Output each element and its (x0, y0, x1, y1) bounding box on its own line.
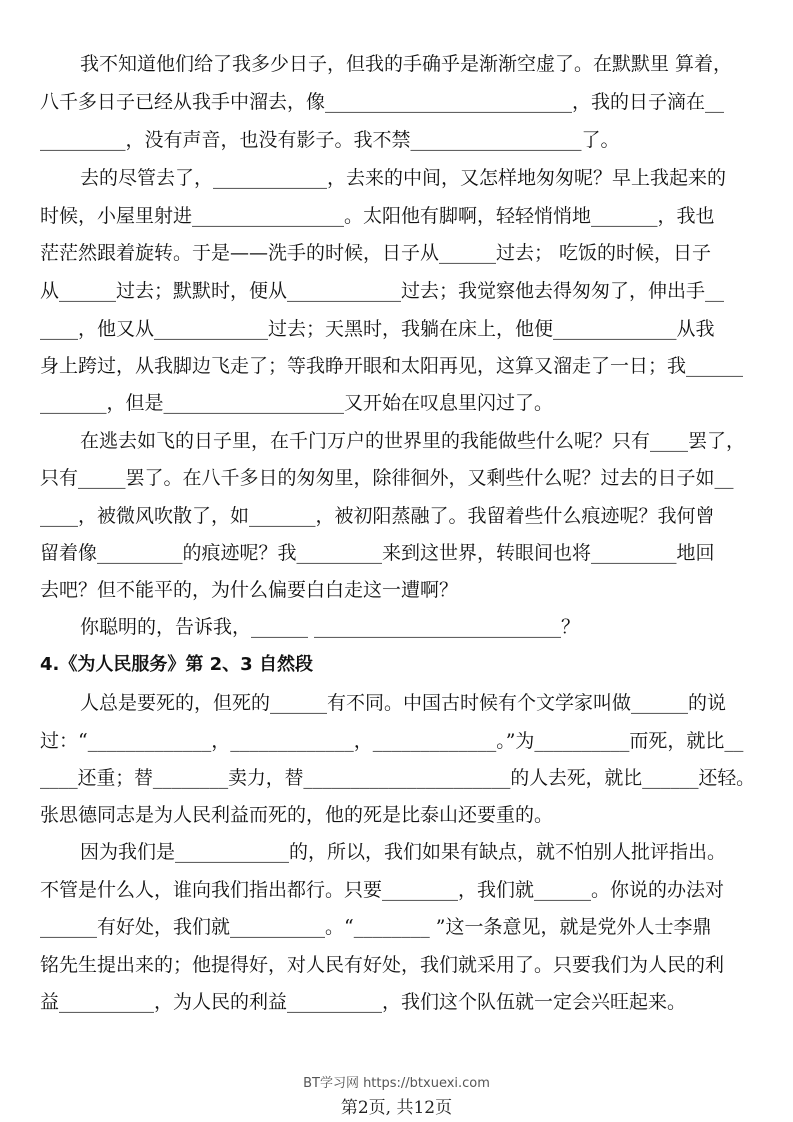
text-line: 留着像_________的痕迹呢？我_________来到这世界，转眼间也将_________地回 (40, 542, 715, 564)
text-line: ____还重；替________卖力，替______________________的人去死，就比______还轻。 (40, 767, 756, 789)
section-heading: 4.《为人民服务》第 2、3 自然段 (40, 654, 313, 675)
text-line: _________，没有声音，也没有影子。我不禁__________________了。 (40, 129, 620, 151)
page-number: 第2页, 共12页 (340, 1098, 453, 1118)
text-line: 去的尽管去了，____________，去来的中间，又怎样地匆匆呢？早上我起来的 (80, 167, 727, 189)
text-line: 身上跨过，从我脚边飞走了；等我睁开眼和太阳再见，这算又溜走了一日；我______ (40, 355, 744, 377)
text-line: 不管是什么人，谁向我们指出都行。只要________，我们就______。你说的办法对 (40, 879, 725, 901)
text-line: 我不知道他们给了我多少日子，但我的手确乎是渐渐空虚了。在默默里 算着， (80, 53, 733, 75)
text-line: ____，被微风吹散了，如_______，被初阳蒸融了。我留着些什么痕迹呢？我何曾 (40, 505, 715, 527)
text-line: 只有_____罢了。在八千多日的匆匆里，除徘徊外，又剩些什么呢？过去的日子如__ (40, 467, 734, 489)
text-line: 铭先生提出来的；他提得好，对人民有好处，我们就采用了。只要我们为人民的利 (40, 954, 725, 976)
text-line: 从______过去；默默时，便从____________过去；我觉察他去得匆匆了，伸出手__ (40, 280, 725, 302)
text-line: ______有好处，我们就__________。“________ ”这一条意见，就是党外人士李鼎 (40, 916, 712, 938)
text-line: ____，他又从____________过去；天黑时，我躺在床上，他便_____________从我 (40, 318, 715, 340)
text-line: 益__________，为人民的利益__________，我们这个队伍就一定会兴旺起来。 (40, 991, 687, 1013)
text-line: _______，但是___________________又开始在叹息里闪过了。 (40, 392, 554, 414)
text-line: 过：“_____________，_____________，_____________。”为__________而死，就比__ (40, 730, 744, 752)
text-line: 在逃去如飞的日子里，在千门万户的世界里的我能做些什么呢？只有____罢了， (80, 430, 746, 452)
text-line: 人总是要死的，但死的______有不同。中国古时候有个文学家叫做______的说 (80, 692, 727, 714)
text-line: 张思德同志是为人民利益而死的，他的死是比泰山还要重的。 (40, 804, 554, 826)
text-line: 因为我们是____________的，所以，我们如果有缺点，就不怕别人批评指出。 (80, 841, 727, 863)
text-line: 八千多日子已经从我手中溜去，像__________________________，我的日子滴在__ (40, 91, 725, 113)
text-line: 茫茫然跟着旋转。于是——洗手的时候，日子从______过去； 吃饭的时候，日子 (40, 242, 712, 264)
text-line: 时候，小屋里射进________________。太阳他有脚啊，轻轻悄悄地_______，我也 (40, 205, 715, 227)
text-line: 你聪明的，告诉我，______ __________________________？ (80, 616, 581, 638)
footer-website: BT学习网 https://btxuexi.com (303, 1076, 490, 1091)
text-line: 去吧？但不能平的，为什么偏要白白走这一遭啊？ (40, 579, 459, 601)
